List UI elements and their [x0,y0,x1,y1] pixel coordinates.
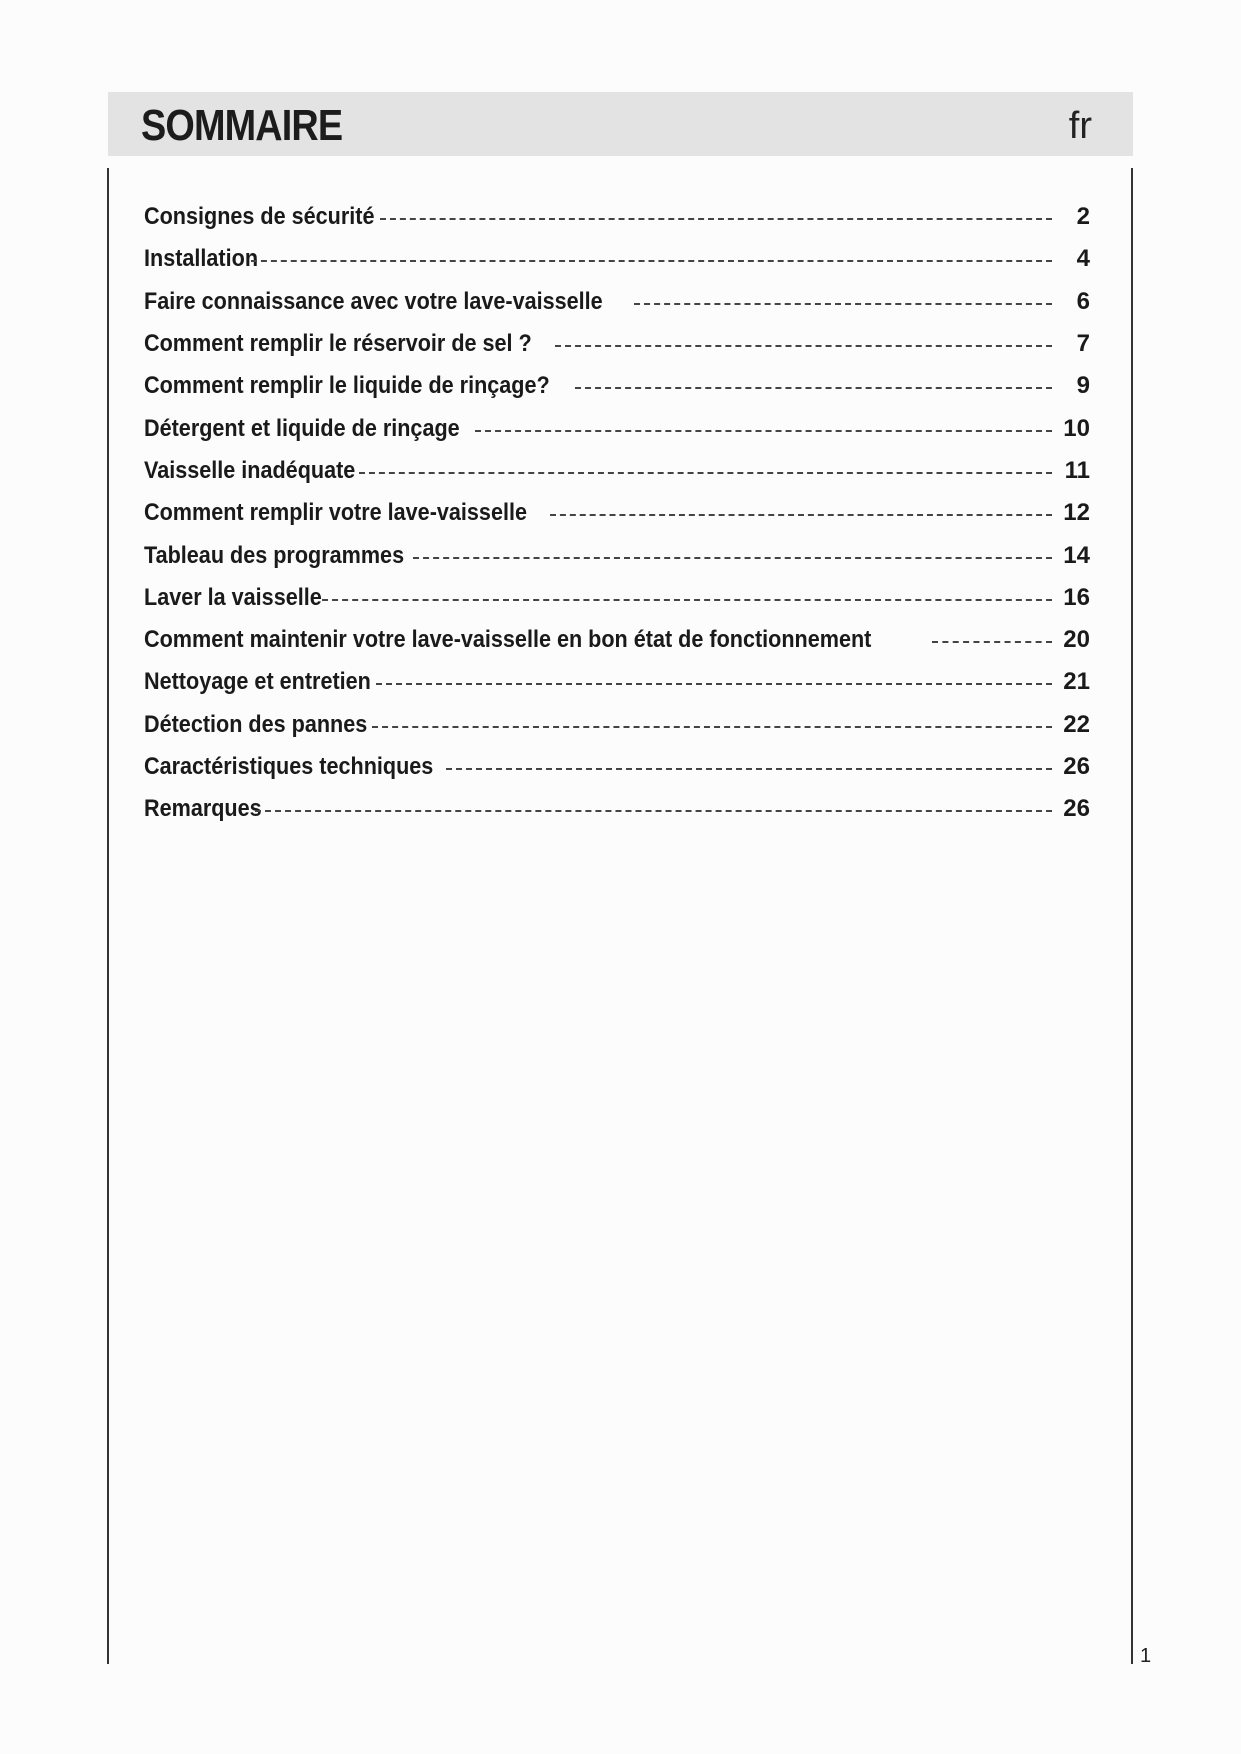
toc-entry[interactable] [144,704,1090,746]
toc-dot-leader [255,810,1052,812]
toc-dot-leader [380,218,1052,220]
toc-entry-label: Laver la vaisselle [144,583,322,611]
toc-entry[interactable] [144,788,1090,830]
toc-entry-page: 26 [1063,753,1090,780]
toc-entry-page: 14 [1063,541,1090,569]
toc-dot-leader [555,345,1052,347]
toc-entry[interactable] [144,450,1090,492]
toc-entry[interactable] [144,534,1090,576]
toc-entry-page: 10 [1063,414,1090,442]
toc-entry-page: 7 [1076,330,1090,358]
left-margin-rule [107,168,109,1664]
toc-entry[interactable] [144,619,1090,661]
toc-dot-leader [550,514,1052,516]
toc-entry-label: Consignes de sécurité [144,203,375,231]
table-of-contents [144,196,1090,830]
toc-entry-label: Tableau des programmes [144,541,405,569]
toc-dot-leader [322,599,1052,601]
toc-dot-leader [475,430,1052,432]
toc-entry-page: 21 [1063,668,1090,696]
toc-entry-page: 4 [1076,245,1090,273]
toc-entry[interactable] [144,492,1090,534]
toc-entry-label: Caractéristiques techniques [144,753,434,780]
toc-entry-label: Comment maintenir votre lave-vaisselle en bon état de fonctionnement [144,626,872,654]
toc-entry-page: 12 [1063,499,1090,527]
toc-entry-label: Comment remplir votre lave-vaisselle [144,499,527,527]
toc-entry[interactable] [144,196,1090,238]
toc-entry[interactable] [144,281,1090,323]
toc-entry[interactable] [144,238,1090,280]
toc-entry-page: 16 [1063,583,1090,611]
toc-dot-leader [446,768,1052,770]
toc-entry[interactable] [144,746,1090,788]
toc-entry[interactable] [144,407,1090,449]
toc-entry-label: Détergent et liquide de rinçage [144,414,460,442]
toc-entry-page: 9 [1076,372,1090,400]
toc-entry-label: Vaisselle inadéquate [144,456,356,484]
toc-dot-leader [372,726,1052,728]
toc-entry-page: 22 [1063,710,1090,738]
toc-dot-leader [359,472,1052,474]
toc-entry-page: 11 [1064,456,1090,484]
toc-dot-leader [251,260,1052,262]
right-margin-rule [1131,168,1133,1664]
toc-entry-label: Comment remplir le liquide de rinçage? [144,372,550,400]
toc-entry[interactable] [144,577,1090,619]
toc-entry[interactable] [144,323,1090,365]
toc-dot-leader [634,303,1052,305]
toc-dot-leader [932,641,1052,643]
toc-dot-leader [575,387,1052,389]
toc-entry-label: Installation [144,245,259,273]
toc-entry-page: 26 [1063,795,1090,823]
page-title: SOMMAIRE [141,101,343,150]
toc-entry-label: Comment remplir le réservoir de sel ? [144,330,532,358]
toc-entry[interactable] [144,661,1090,703]
toc-entry-page: 6 [1076,287,1090,315]
toc-dot-leader [413,557,1052,559]
language-code: fr [1068,105,1092,147]
toc-dot-leader [376,683,1052,685]
page-number: 1 [1140,1645,1152,1667]
toc-entry-label: Remarques [144,795,262,823]
toc-entry-page: 20 [1063,626,1090,654]
toc-entry-label: Faire connaissance avec votre lave-vaisselle [144,287,603,315]
toc-entry-label: Nettoyage et entretien [144,668,371,696]
toc-entry-page: 2 [1076,203,1090,231]
toc-entry-label: Détection des pannes [144,710,368,738]
toc-entry[interactable] [144,365,1090,407]
